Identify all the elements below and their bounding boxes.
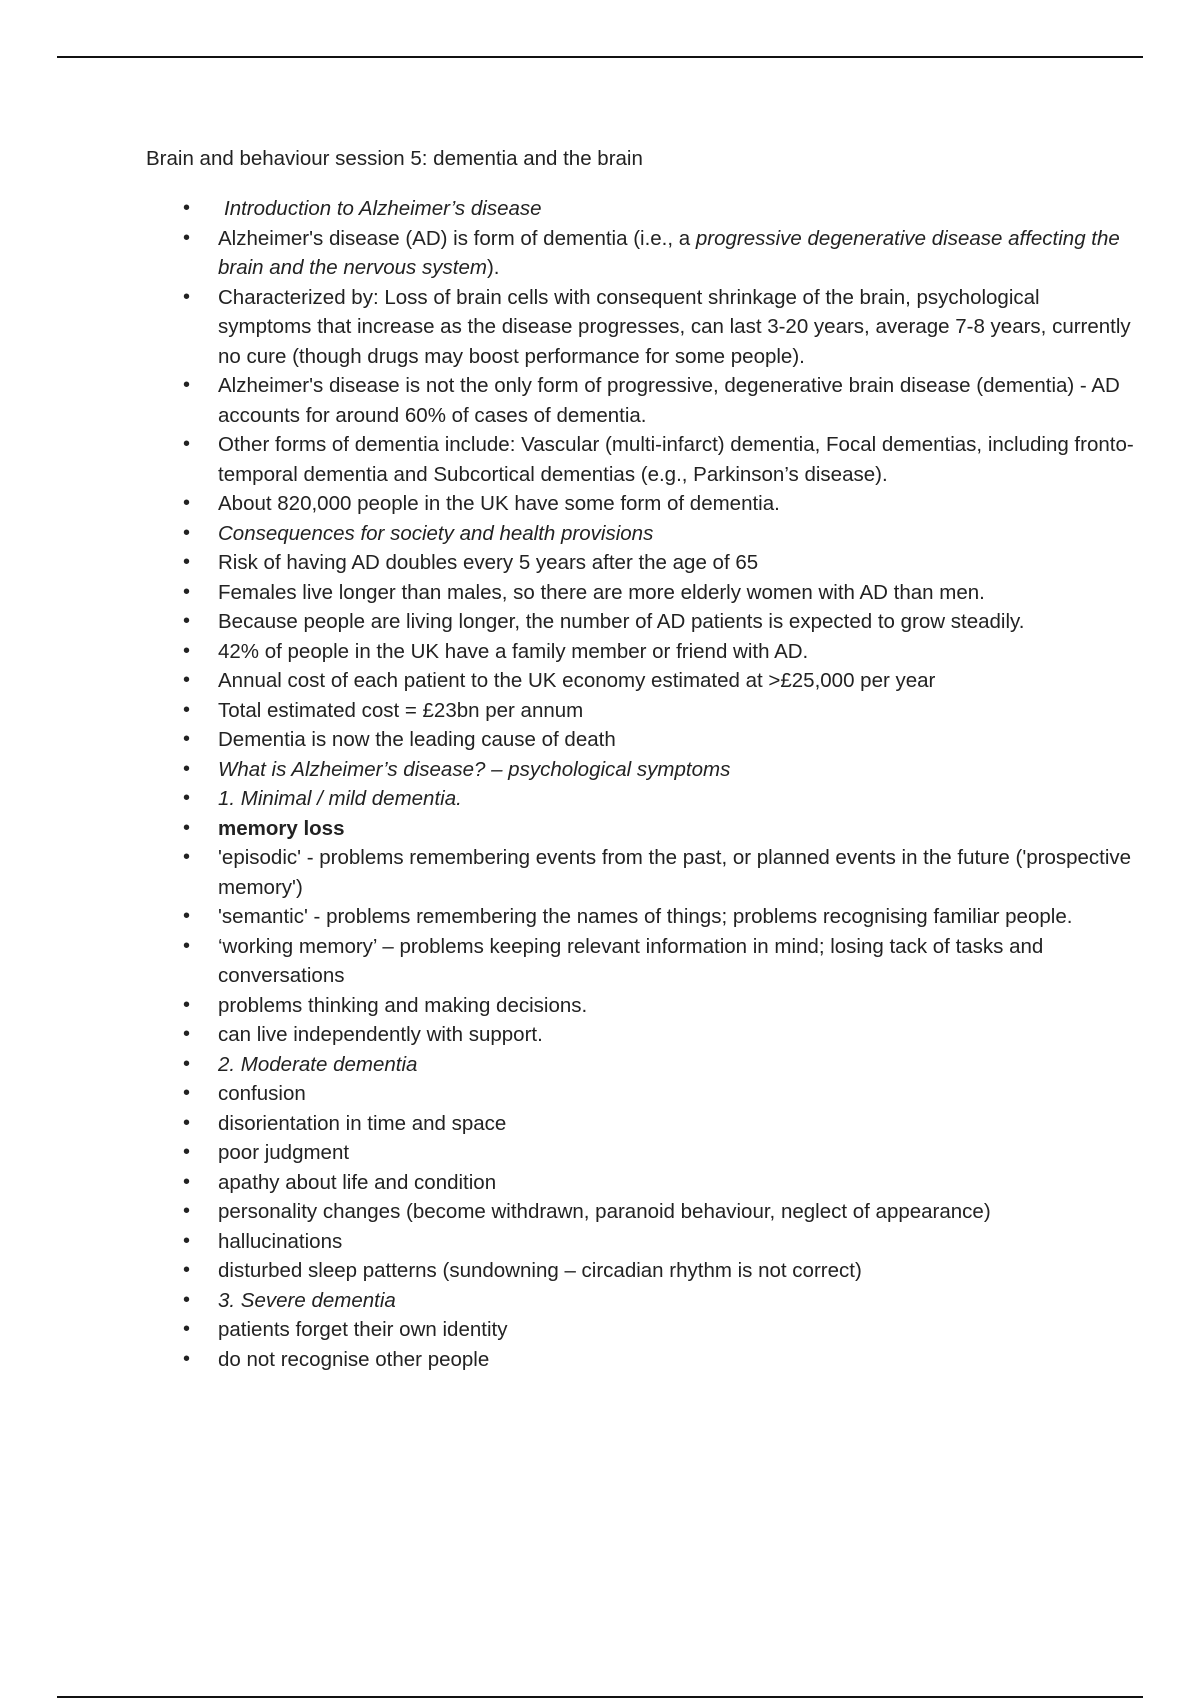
list-item: • disturbed sleep patterns (sundowning – circadian rhythm is not correct) <box>146 1256 1136 1286</box>
bullet-icon: • <box>183 1023 191 1045</box>
bullet-icon: • <box>183 787 191 809</box>
bullet-icon: • <box>183 669 191 691</box>
list-item: • do not recognise other people <box>146 1345 1136 1375</box>
list-item: • 42% of people in the UK have a family member or friend with AD. <box>146 637 1136 667</box>
bullet-icon: • <box>183 1082 191 1104</box>
list-item: • 3. Severe dementia <box>146 1286 1136 1316</box>
list-item: • Alzheimer's disease is not the only form of progressive, degenerative brain disease (dementia) - AD accounts for around 60% of cases of dementia. <box>146 371 1136 430</box>
bullet-icon: • <box>183 521 191 544</box>
bullet-icon: • <box>183 846 191 868</box>
list-item: • ‘working memory’ – problems keeping relevant information in mind; losing tack of tasks and conversations <box>146 932 1136 991</box>
list-item: • Risk of having AD doubles every 5 years after the age of 65 <box>146 548 1136 578</box>
bullet-icon: • <box>183 610 191 632</box>
bullet-icon: • <box>183 934 191 957</box>
bullet-icon: • <box>183 492 191 514</box>
bullet-icon: • <box>183 226 191 249</box>
header-rule <box>57 56 1143 58</box>
list-item: • poor judgment <box>146 1138 1136 1168</box>
list-item: • Annual cost of each patient to the UK economy estimated at >£25,000 per year <box>146 666 1136 696</box>
bullet-icon: • <box>183 1141 191 1163</box>
list-item: • About 820,000 people in the UK have some form of dementia. <box>146 489 1136 519</box>
list-item: • 'episodic' - problems remembering events from the past, or planned events in the future ('prospective memory') <box>146 843 1136 902</box>
bullet-icon: • <box>183 728 191 750</box>
bullet-icon: • <box>183 698 191 721</box>
bullet-icon: • <box>183 1259 191 1281</box>
list-item: • Because people are living longer, the number of AD patients is expected to grow steadily. <box>146 607 1136 637</box>
bullet-icon: • <box>183 1111 191 1134</box>
bullet-icon: • <box>183 1170 191 1193</box>
list-item: • Introduction to Alzheimer’s disease <box>146 194 1136 224</box>
list-item: • Females live longer than males, so there are more elderly women with AD than men. <box>146 578 1136 608</box>
list-item: • 2. Moderate dementia <box>146 1050 1136 1080</box>
list-item: • Total estimated cost = £23bn per annum <box>146 696 1136 726</box>
notes-list <box>146 194 1134 1374</box>
list-item: • Characterized by: Loss of brain cells with consequent shrinkage of the brain, psychological symptoms that increase as the disease progresses, can last 3-20 years, average 7-8 years, currently no cure (though drugs may boost performance for some people). <box>146 283 1136 372</box>
bullet-icon: • <box>183 580 191 603</box>
list-item: • hallucinations <box>146 1227 1136 1257</box>
list-item: • 1. Minimal / mild dementia. <box>146 784 1136 814</box>
bullet-icon: • <box>183 197 191 219</box>
bullet-icon: • <box>183 993 191 1016</box>
list-item: • 'semantic' - problems remembering the names of things; problems recognising familiar people. <box>146 902 1136 932</box>
document-body <box>146 144 1134 1374</box>
bullet-icon: • <box>183 1318 191 1340</box>
bullet-icon: • <box>183 639 191 662</box>
document-title: Brain and behaviour session 5: dementia and the brain <box>146 147 643 170</box>
bullet-icon: • <box>183 433 191 455</box>
bullet-icon: • <box>183 1200 191 1222</box>
bullet-icon: • <box>183 816 191 839</box>
list-item: • Consequences for society and health provisions <box>146 519 1136 549</box>
list-item: • memory loss <box>146 814 1136 844</box>
bullet-icon: • <box>183 905 191 927</box>
bullet-icon: • <box>183 1052 191 1075</box>
list-item: • personality changes (become withdrawn, paranoid behaviour, neglect of appearance) <box>146 1197 1136 1227</box>
bullet-icon: • <box>183 551 191 573</box>
list-item: • Other forms of dementia include: Vascular (multi-infarct) dementia, Focal dementias, including fronto-temporal dementia and Subcortical dementias (e.g., Parkinson’s disease). <box>146 430 1136 489</box>
bullet-icon: • <box>183 1347 191 1370</box>
bullet-icon: • <box>183 1288 191 1311</box>
list-item: • can live independently with support. <box>146 1020 1136 1050</box>
bullet-icon: • <box>183 1229 191 1252</box>
list-item: • problems thinking and making decisions. <box>146 991 1136 1021</box>
list-item: • Alzheimer's disease (AD) is form of dementia (i.e., a progressive degenerative disease affecting the brain and the nervous system). <box>146 224 1136 283</box>
list-item: • confusion <box>146 1079 1136 1109</box>
list-item: • patients forget their own identity <box>146 1315 1136 1345</box>
list-item: • apathy about life and condition <box>146 1168 1136 1198</box>
bullet-icon: • <box>183 757 191 780</box>
footer-rule <box>57 1696 1143 1698</box>
bullet-icon: • <box>183 285 191 308</box>
list-item: • What is Alzheimer’s disease? – psychological symptoms <box>146 755 1136 785</box>
list-item: • Dementia is now the leading cause of death <box>146 725 1136 755</box>
list-item: • disorientation in time and space <box>146 1109 1136 1139</box>
bullet-icon: • <box>183 374 191 396</box>
